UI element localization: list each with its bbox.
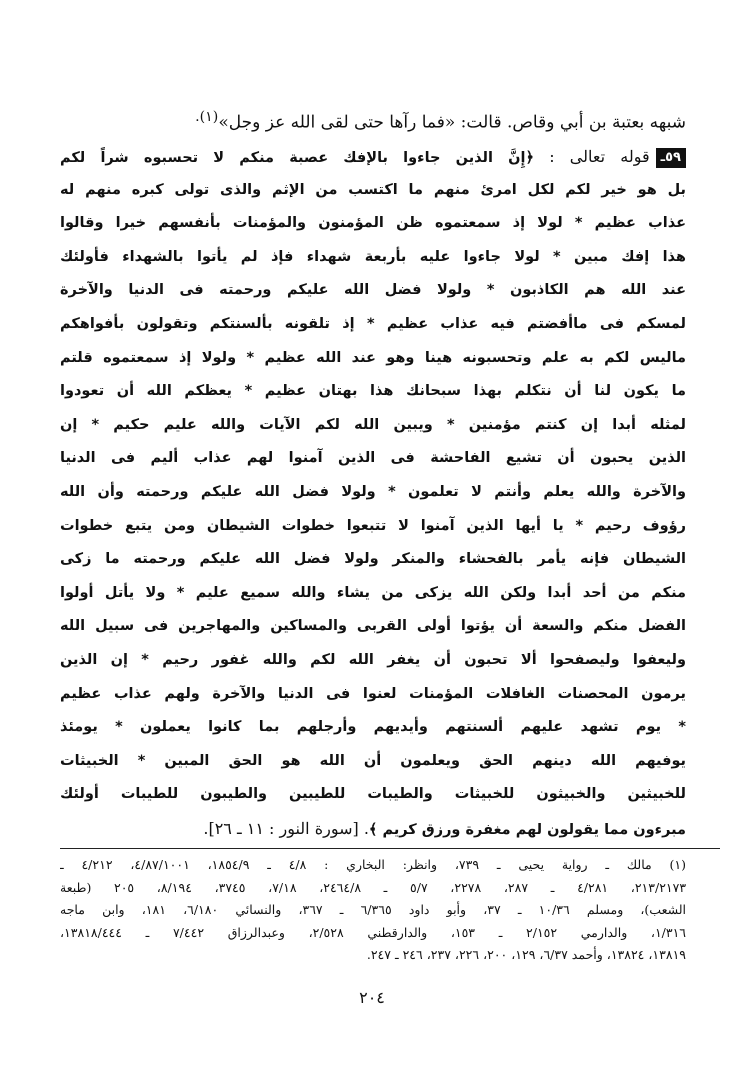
page-number: ٢٠٤ — [359, 988, 385, 1007]
verse-line-3: عذاب عظيم * لولا إذ سمعتموه ظن المؤمنون والمؤمنات بأنفسهم خيرا وقالوا — [60, 215, 686, 232]
verse-line-12: رؤوف رحيم * يا أيها الذين آمنوا لا تتبعوا خطوات الشيطان ومن يتبع خطوات — [60, 517, 686, 534]
verse-line-1 — [60, 140, 686, 174]
footnote-marker: (١). — [195, 109, 219, 125]
verse-line-6: لمسكم فى ماأفضتم فيه عذاب عظيم * إذ تلقونه بألسنتكم وتقولون بأفواهكم — [60, 315, 686, 332]
intro-line — [60, 102, 686, 138]
verse-line-21 — [60, 812, 686, 846]
verse-text: مبرءون مما يقولون لهم مغفرة ورزق كريم ﴾ — [368, 821, 686, 838]
intro-text: شبهه بعتبة بن أبي وقاص. قالت: «فما رآها حتى لقى الله عز وجل» — [218, 112, 686, 133]
verse-line-7: ماليس لكم به علم وتحسبونه هينا وهو عند الله عظيم * ولولا إذ سمعتموه قلتم — [60, 349, 686, 366]
verse-line-9: لمثله أبدا إن كنتم مؤمنين * ويبين الله لكم الآيات والله عليم حكيم * إن — [60, 416, 686, 433]
verse-block — [60, 140, 686, 845]
verse-line-15: الفضل منكم والسعة أن يؤتوا أولى القربى والمساكين والمهاجرين فى سبيل الله — [60, 618, 686, 635]
verse-line-10: الذين يحبون أن تشيع الفاحشة فى الذين آمنوا لهم عذاب أليم فى الدنيا — [60, 450, 686, 467]
verse-line-5: عند الله هم الكاذبون * ولولا فضل الله عليكم ورحمته فى الدنيا والآخرة — [60, 282, 686, 299]
verse-line-17: يرمون المحصنات الغافلات المؤمنات لعنوا فى الدنيا والآخرة ولهم عذاب عظيم — [60, 685, 686, 702]
footnote-line-3: الشعب)، ومسلم ١٠/٣٦ ـ ٣٧، وأبو داود ٦/٣٦٥ ـ ٣٦٧، والنسائي ٦/١٨٠، ١٨١، وابن ماجه — [60, 902, 686, 917]
verse-line-13: الشيطان فإنه يأمر بالفحشاء والمنكر ولولا فضل الله عليكم ورحمته ما زكى — [60, 551, 686, 568]
verse-line-8: ما يكون لنا أن نتكلم بهذا سبحانك هذا بهتان عظيم * يعظكم الله أن تعودوا — [60, 383, 686, 400]
footnote-line-2: ٢١٣/٢١٧٣، ٤/٢٨١ ـ ٢٨٧، ٢٢٧٨، ٥/٧ ـ ٢٤٦٤/٨، ٧/١٨، ٣٧٤٥، ٨/١٩٤، ٢٠٥ (طبعة — [60, 879, 686, 895]
verse-text: ﴿إِنَّ الذين جاءوا بالإفك عصبة منكم لا تحسبوه شراً لكم — [60, 150, 534, 166]
verse-line-19: يوفيهم الله دينهم الحق ويعلمون أن الله هو الحق المبين * الخبيثات — [60, 752, 686, 769]
section-number-badge: ٥٩ـ — [656, 148, 686, 168]
verse-line-16: وليعفوا وليصفحوا ألا تحبون أن يغفر الله لكم والله غفور رحيم * إن الذين — [60, 651, 686, 668]
verse-line-11: والآخرة والله يعلم وأنتم لا تعلمون * ولولا فضل الله عليكم ورحمته وأن الله — [60, 483, 686, 500]
footnote-divider — [60, 848, 720, 849]
surah-citation: . [سورة النور : ١١ ـ ٢٦]. — [203, 818, 369, 838]
footnote-line-4: ١/٣١٦، والدارمي ٢/١٥٢ ـ ١٥٣، والدارقطني ٢/٥٢٨، وعبدالرزاق ٧/٤٤٢ ـ ١٣٨١٨/٤٤٤، — [60, 924, 686, 940]
verse-line-18: * يوم تشهد عليهم ألسنتهم وأيديهم وأرجلهم بما كانوا يعملون * يومئذ — [60, 719, 686, 736]
section-lead: قوله تعالى : — [549, 147, 650, 166]
verse-line-14: منكم من أحد أبدا ولكن الله يزكى من يشاء والله سميع عليم * ولا يأتل أولوا — [60, 584, 686, 601]
footnote-line-1: (١) مالك ـ رواية يحيى ـ ٧٣٩، وانظر: البخاري : ٤/٨ ـ ١٨٥٤/٩، ٤/٨٧/١٠٠١، ٤/٢١٢ ـ — [60, 857, 686, 872]
footnotes — [60, 854, 686, 967]
verse-line-20: للخبيثين والخبيثون للخبيثات والطيبات للطيبين والطيبون للطيبات أولئك — [60, 786, 686, 803]
verse-line-4: هذا إفك مبين * لولا جاءوا عليه بأربعة شهداء فإذ لم يأتوا بالشهداء فأولئك — [60, 248, 686, 265]
verse-line-2: بل هو خير لكم لكل امرئ منهم ما اكتسب من الإثم والذى تولى كبره منهم له — [60, 181, 686, 198]
footnote-line-5: ١٣٨١٩، ١٣٨٢٤، وأحمد ٦/٣٧، ١٢٩، ٢٠٠، ٢٢٦، ٢٣٧، ٢٤٦ ـ ٢٤٧. — [366, 947, 686, 962]
